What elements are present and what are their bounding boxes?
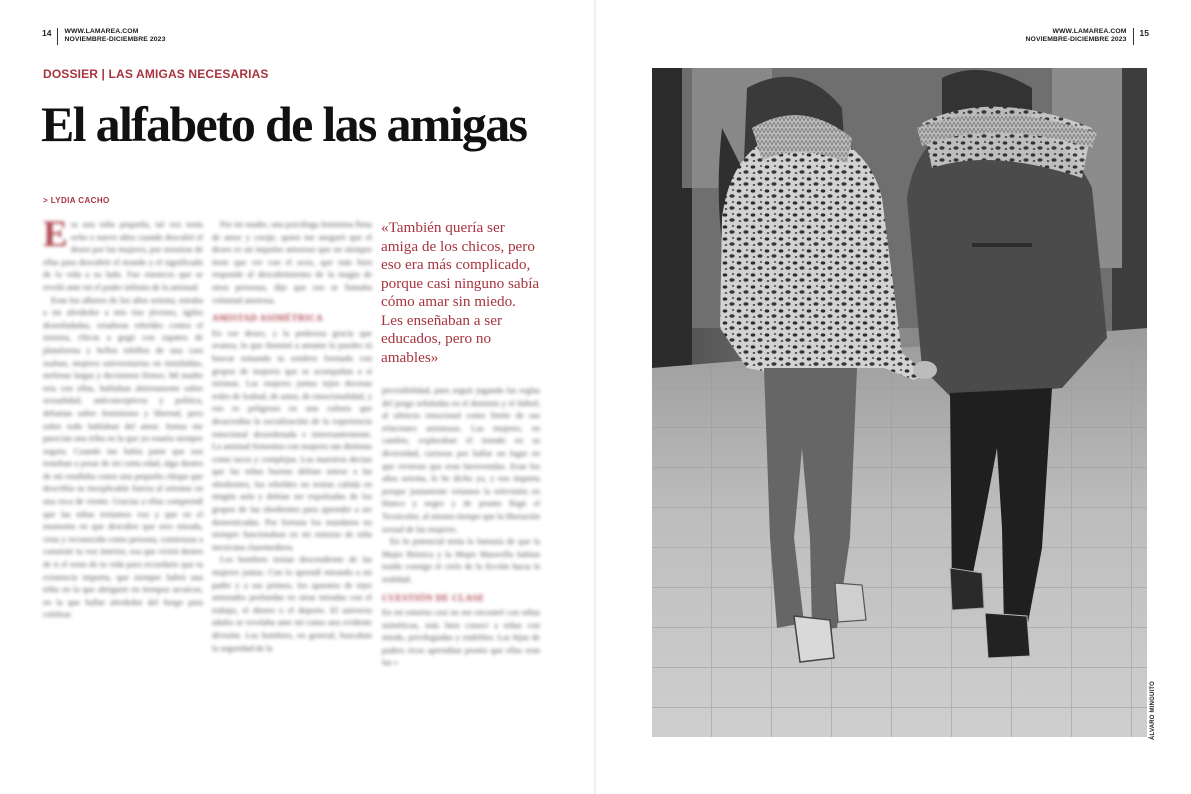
article-title: El alfabeto de las amigas — [41, 96, 527, 152]
folio-site — [1026, 28, 1127, 45]
body-paragraph: ra una niña pequeña, tal vez tenía ocho o nueve años cuando descubrí el deseo por las mujeres, por nosotras de ellas para descubrir el mundo y el significado de la vida a su lado. Fue entonces que se reveló ante mí el poder infinito de la amistad. — [43, 219, 203, 292]
body-column-3 — [382, 384, 540, 744]
body-paragraph: Eran los albores de los años setenta, miraba a mi alrededor a mis tías jóvenes, ágiles desenfadadas, retadoras rebeldes contra el sistema, chicas a gogó con zapatos de plataforma y bellos tobillos de una cara usaban, mujeres universitarias en minifaldas, melenas largas y decisiones firmes. Mi madre reía con ellas, hablaban abiertamente sobre sexualidad, anticonceptivos y política, debatían sobre feminismo y libertad, pero sobre todo hablaban del amor. Juntas me parecían una tribu en la que yo estaría siempre segura. Cuando me había parte que nos tentaban a pesar de mi corta edad, algo dentro de mí estallaba como una pequeña chispa que describía su inexplicable fuerza al orientar en una roca de viento. Gracias a ellas comprendí que las niñas teníamos voz y que en el momento en que descubre que eres mirada, vista y reconocida como persona, comienzas a construir tu voz interior, esa que vivirá dentro de ti el resto de tu vida para recordarte que tu existencia importa, que siempre habrá una tribu en la que abrigarte en tiempos arcaicos, en la que hallar alrededor del fuego para celebrar. — [43, 294, 203, 620]
body-paragraph: En ese deseo, y la poderosa gracia que avanza, lo que iluminó a amante lo puedes tú buscar tomando tu sendero formado con grupos de mujeres que se acompañan a sí mismas. Las mujeres juntas tejen decenas redes de lealtad, de amor, de emocionalidad, y eso es peligroso en una cultura que desacredita la socialización de la experiencia emocional desordenada e interesantemente. La amistad femenina con mujeres tan distintas como tacos y complejas. Los maestros decían que las niñas buenas debían unirse a las obedientes, los rebeldes no tenían cabida en ningún aula y debían ser expulsadas de los grupos de las obedientes para aprender a ser domesticadas. Por fortuna los mandatos no siempre funcionaban en mi entorno de niña mexicana clasemediera. — [212, 327, 372, 552]
folio-site — [64, 28, 165, 45]
byline: > LYDIA CACHO — [43, 196, 110, 205]
body-paragraph: En mi entorno casi no me encontré con niñas miméticas, más bien conocí a niñas con miedo, privilegiadas y endebles. Las hijas de padres ricos aprendían pronto que ellas eran las » — [382, 607, 540, 668]
subheading: CUESTIÓN DE CLASE — [382, 592, 485, 603]
spine-shadow — [594, 0, 597, 794]
folio-site-url: WWW.LAMAREA.COM — [1052, 28, 1127, 35]
folio-issue: NOVIEMBRE-DICIEMBRE 2023 — [1025, 36, 1127, 44]
folio-right — [1026, 28, 1149, 45]
body-paragraph: previsibilidad, para seguir jugando las reglas del juego señaladas en el dominio y el fútbol; al silencio emocional como límite de sus relaciones amistosas. Las mujeres, en cambio, exploraban el mundo en su diversidad, curiosas por hallar un lugar en que vivieran que eran bienvenidas. Eran los años setenta, lo he dicho ya, y eso importa porque justamente veíamos la televisión en blanco y negro y de pronto llegó el Tecnicolor, al mismo tiempo que la liberación sexual de las mujeres. — [382, 385, 540, 534]
folio-divider — [1133, 28, 1134, 45]
page-number: 14 — [42, 28, 52, 38]
folio-issue: NOVIEMBRE-DICIEMBRE 2023 — [64, 36, 166, 44]
photo-credit — [1150, 680, 1158, 740]
body-paragraph: En lo potencial tenía la fantasía de que la Mujer Biónica y la Mujer Maravilla habían traído consigo el cielo de la ficción hacia la realidad. — [382, 536, 540, 584]
body-paragraph: Por mi madre, una psicóloga feminista llena de amor y coraje, quien me aseguró que el deseo es un impulso amoroso que no siempre tiene que ver con el sexo, que más bien responde al descubrimiento de la magia de otras personas, dije que eso se llamaba voluntad amorosa. — [212, 219, 372, 305]
photo-credit-text: ÁLVARO MINGUITO — [1150, 681, 1156, 740]
subheading: AMISTAD ASIMÉTRICA — [212, 313, 324, 324]
page-number: 15 — [1139, 28, 1149, 38]
body-column-2 — [212, 218, 372, 744]
folio-left — [42, 28, 165, 45]
pull-quote: «También quería ser amiga de los chicos, pero eso era más complicado, porque casi ninguno sabía cómo amar sin miedo. Les enseñaban a ser educados, pero no amables» — [381, 219, 540, 366]
section-kicker: DOSSIER | LAS AMIGAS NECESARIAS — [43, 67, 269, 81]
drop-cap: E — [43, 218, 68, 255]
body-paragraph: Los hombres tenían descendiente de las mujeres juntas. Con lo aprendí mirando a mi padre y a sus primos, los aparatos de tejer amistades profundas en otras miradas con el trabajo, el dinero o el deporte. El universo adulto se revelaba ante mí como una evidente división. Los hombres, en general, buscaban la seguridad de la — [212, 554, 372, 653]
photo-two-girls-holding-hands — [652, 68, 1147, 737]
folio-divider — [57, 28, 58, 45]
body-column-1 — [43, 218, 203, 744]
folio-site-url: WWW.LAMAREA.COM — [64, 28, 139, 35]
